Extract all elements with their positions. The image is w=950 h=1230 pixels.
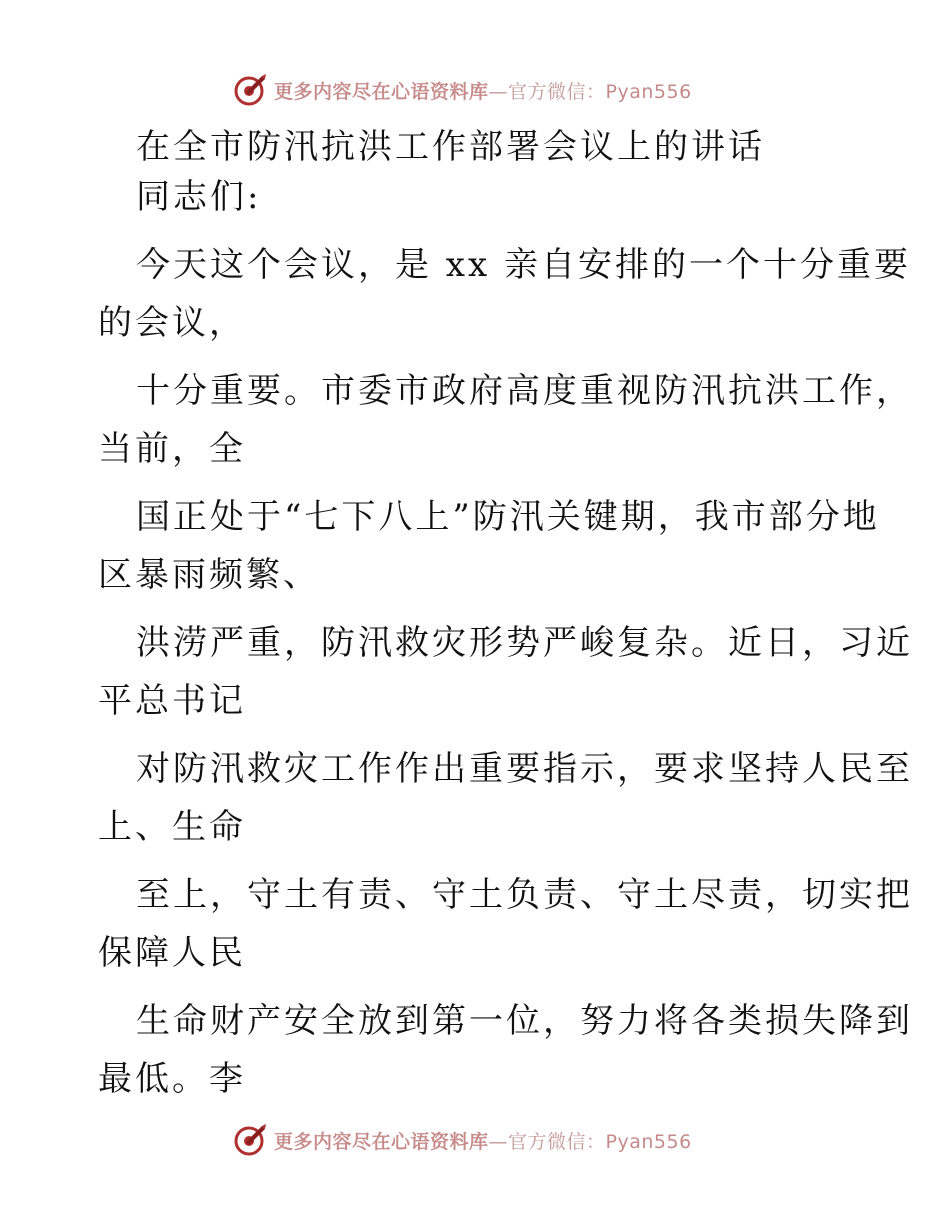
paragraph-3-line-2: 区暴雨频繁、 [98,555,320,595]
paragraph-3-line-1: 国正处于“七下八上”防汛关键期，我市部分地 [136,497,880,537]
paragraph-4-line-1: 洪涝严重，防汛救灾形势严峻复杂。近日，习近 [136,623,913,663]
paragraph-7-line-1: 生命财产安全放到第一位，努力将各类损失降到 [136,1001,913,1041]
paragraph-1-line-1: 今天这个会议，是 xx 亲自安排的一个十分重要 [136,245,911,285]
banner-separator: — [488,80,509,103]
footer-banner [232,1120,732,1160]
paragraph-7-line-2: 最低。李 [98,1059,246,1099]
paragraph-6-line-2: 保障人民 [98,933,246,973]
paragraph-2-line-2: 当前，全 [98,429,246,469]
document-body [98,122,913,1104]
paragraph-5-line-1: 对防汛救灾工作作出重要指示，要求坚持人民至 [136,749,913,789]
salutation: 同志们: [136,177,262,217]
banner-main-text: 更多内容尽在心语资料库 [274,80,489,103]
banner-text-group [274,77,692,104]
paragraph-6-line-1: 至上，守土有责、守土负责、守土尽责，切实把 [136,875,913,915]
document-title: 在全市防汛抗洪工作部署会议上的讲话 [136,127,765,167]
brand-logo-icon [232,1122,268,1158]
banner-wechat-id: Pyan556 [605,1130,692,1153]
banner-main-text: 更多内容尽在心语资料库 [274,1130,489,1153]
banner-wechat-label: 官方微信： [508,80,606,103]
paragraph-5-line-2: 上、生命 [98,807,246,847]
banner-wechat-label: 官方微信： [508,1130,606,1153]
paragraph-4-line-2: 平总书记 [98,681,246,721]
paragraph-2-line-1: 十分重要。市委市政府高度重视防汛抗洪工作， [136,371,913,411]
header-banner [232,70,732,110]
paragraph-1-line-2: 的会议， [98,303,246,343]
banner-text-group [274,1127,692,1154]
banner-wechat-id: Pyan556 [605,80,692,103]
brand-logo-icon [232,72,268,108]
banner-separator: — [488,1130,509,1153]
